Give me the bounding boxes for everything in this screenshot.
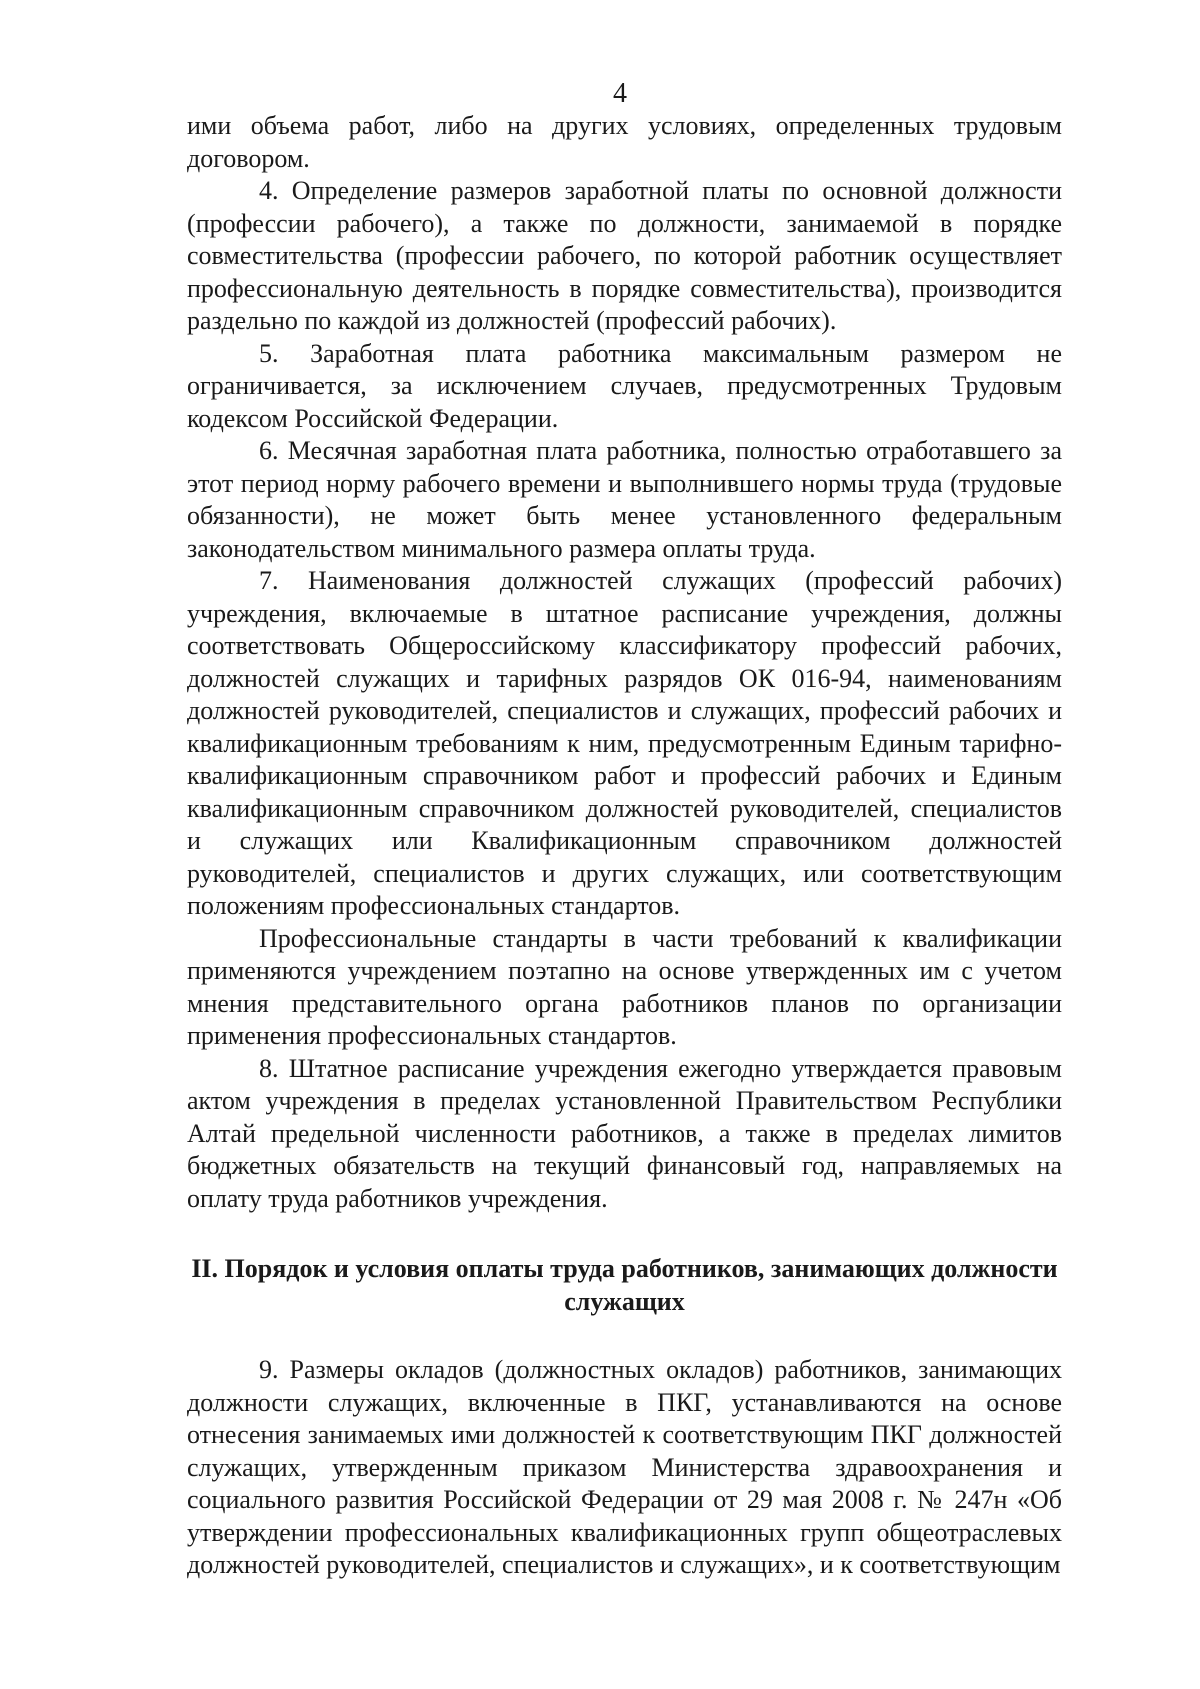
paragraph-item-7: 7. Наименования должностей служащих (профессий рабочих) учреждения, включаемые в штатное расписание учреждения, должны соответствовать Общероссийскому классификатору профессий рабочих, должностей служащих и тарифных разрядов ОК 016-94, наименованиям должностей руководителей, специалистов и служащих, профессий рабочих и квалификационным требованиям к ним, предусмотренным Единым тарифно-квалификационным справочником работ и профессий рабочих и Единым квалификационным справочником должностей руководителей, специалистов и служащих или Квалификационным справочником должностей руководителей, специалистов и других служащих, или соответствующим положениям профессиональных стандартов. <box>187 566 1062 920</box>
paragraph-item-8: 8. Штатное расписание учреждения ежегодно утверждается правовым актом учреждения в пределах установленной Правительством Республики Алтай предельной численности работников, а также в пределах лимитов бюджетных обязательств на текущий финансовый год, направляемых на оплату труда работников учреждения. <box>187 1053 1062 1213</box>
section-heading-line-1: II. Порядок и условия оплаты труда работников, занимающих должности <box>191 1254 1058 1283</box>
page-number: 4 <box>613 78 627 109</box>
paragraph-item-5: 5. Заработная плата работника максимальным размером не ограничивается, за исключением случаев, предусмотренных Трудовым кодексом Российской Федерации. <box>187 338 1062 433</box>
section-heading <box>187 1253 1062 1318</box>
paragraph-item-4: 4. Определение размеров заработной платы по основной должности (профессии рабочего), а также по должности, занимаемой в порядке совместительства (профессии рабочего, по которой работник осуществляет профессиональную деятельность в порядке совместительства), производится раздельно по каждой из должностей (профессий рабочих). <box>187 176 1062 335</box>
section-heading-line-2: служащих <box>564 1286 685 1316</box>
paragraph-item-9: 9. Размеры окладов (должностных окладов) работников, занимающих должности служащих, включенные в ПКГ, устанавливаются на основе отнесения занимаемых ими должностей к соответствующим ПКГ должностей служащих, утвержденным приказом Министерства здравоохранения и социального развития Российской Федерации от 29 мая 2008 г. № 247н «Об утверждении профессиональных квалификационных групп общеотраслевых должностей руководителей, специалистов и служащих», и к соответствующим <box>187 1355 1062 1579</box>
document-body <box>187 110 1062 1582</box>
paragraph-professional-standards: Профессиональные стандарты в части требований к квалификации применяются учреждением поэтапно на основе утвержденных им с учетом мнения представительного органа работников планов по организации применения профессиональных стандартов. <box>187 923 1062 1050</box>
paragraph-continuation: ими объема работ, либо на других условиях, определенных трудовым договором. <box>187 111 1062 173</box>
paragraph-item-6: 6. Месячная заработная плата работника, полностью отработавшего за этот период норму рабочего времени и выполнившего нормы труда (трудовые обязанности), не может быть менее установленного федеральным законодательством минимального размера оплаты труда. <box>187 436 1062 563</box>
